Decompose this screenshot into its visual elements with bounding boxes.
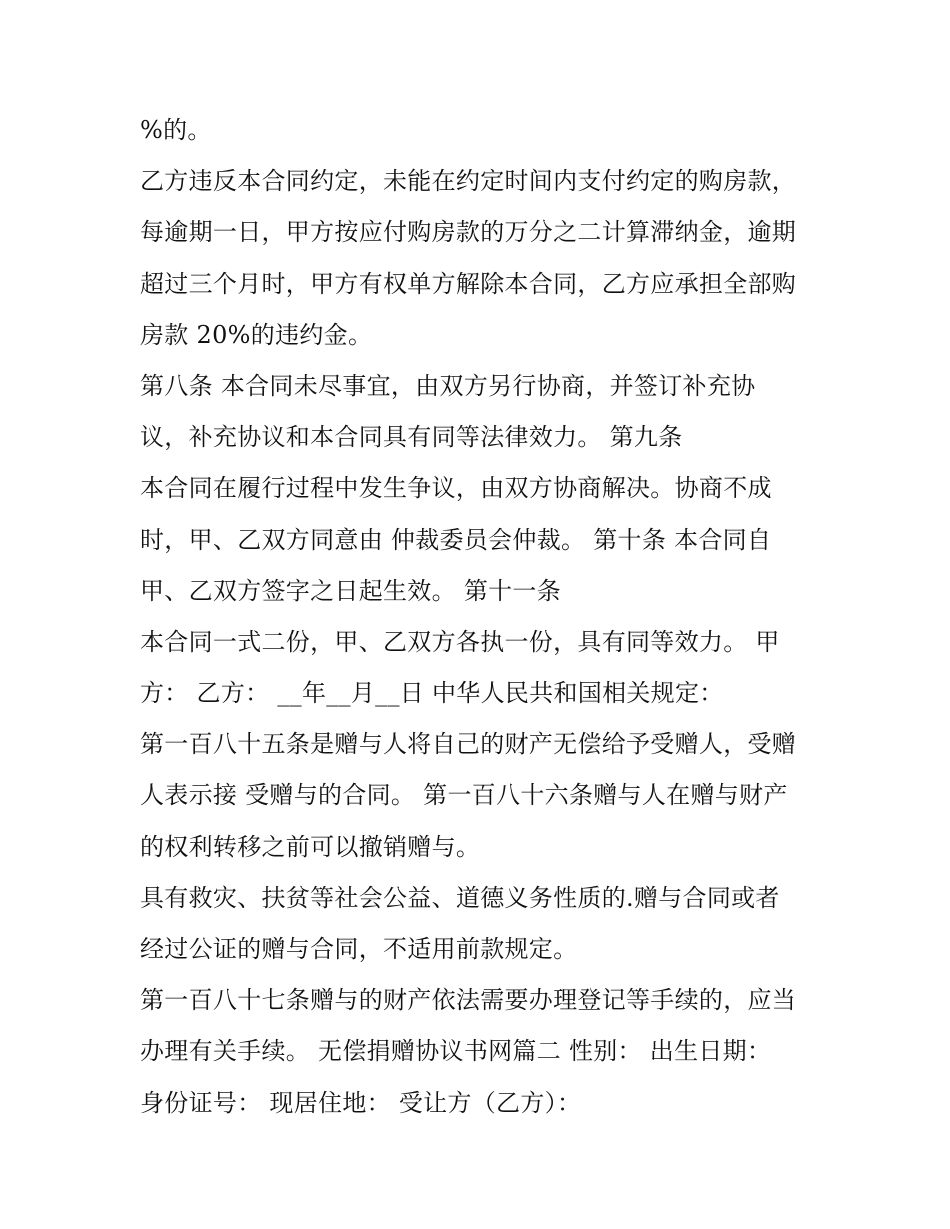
text-line: 身份证号： 现居住地： 受让方（乙方）： (140, 1088, 582, 1117)
text-line: 第一百八十七条赠与的财产依法需要办理登记等手续的，应当 (140, 986, 797, 1015)
text-line: 第一百八十五条是赠与人将自己的财产无偿给予受赠人，受赠 (140, 730, 797, 759)
text-line: 甲、乙双方签字之日起生效。 第十一条 (140, 576, 562, 605)
text-line: 人表示接 受赠与的合同。 第一百八十六条赠与人在赠与财产 (140, 781, 788, 810)
text-line: 具有救灾、扶贫等社会公益、道德义务性质的.赠与合同或者 (140, 883, 780, 912)
text-line: 本合同一式二份，甲、乙双方各执一份，具有同等效力。 甲 (140, 627, 780, 656)
text-line: 议，补充协议和本合同具有同等法律效力。 第九条 (140, 423, 683, 452)
text-line: %的。 (140, 116, 212, 144)
text-line: 时，甲、乙双方同意由 仲裁委员会仲裁。 第十条 本合同自 (140, 525, 772, 554)
text-line: 乙方违反本合同约定，未能在约定时间内支付约定的购房款， (140, 167, 797, 196)
text-line: 本合同在履行过程中发生争议，由双方协商解决。协商不成 (140, 474, 772, 503)
text-line: 的权利转移之前可以撤销赠与。 (140, 832, 481, 861)
text-line: 超过三个月时，甲方有权单方解除本合同，乙方应承担全部购 (140, 269, 797, 298)
text-line: 经过公证的赠与合同，不适用前款规定。 (140, 935, 578, 963)
text-line: 第八条 本合同未尽事宜，由双方另行协商，并签订补充协 (140, 371, 756, 400)
body-text (140, 105, 830, 1129)
text-line: 每逾期一日，甲方按应付购房款的万分之二计算滞纳金，逾期 (140, 218, 797, 247)
text-line: 办理有关手续。 无偿捐赠协议书网篇二 性别： 出生日期： (140, 1037, 772, 1066)
text-line: 房款 20%的违约金。 (140, 320, 373, 349)
text-line: 方： 乙方： __年__月__日 中华人民共和国相关规定： (140, 679, 724, 708)
